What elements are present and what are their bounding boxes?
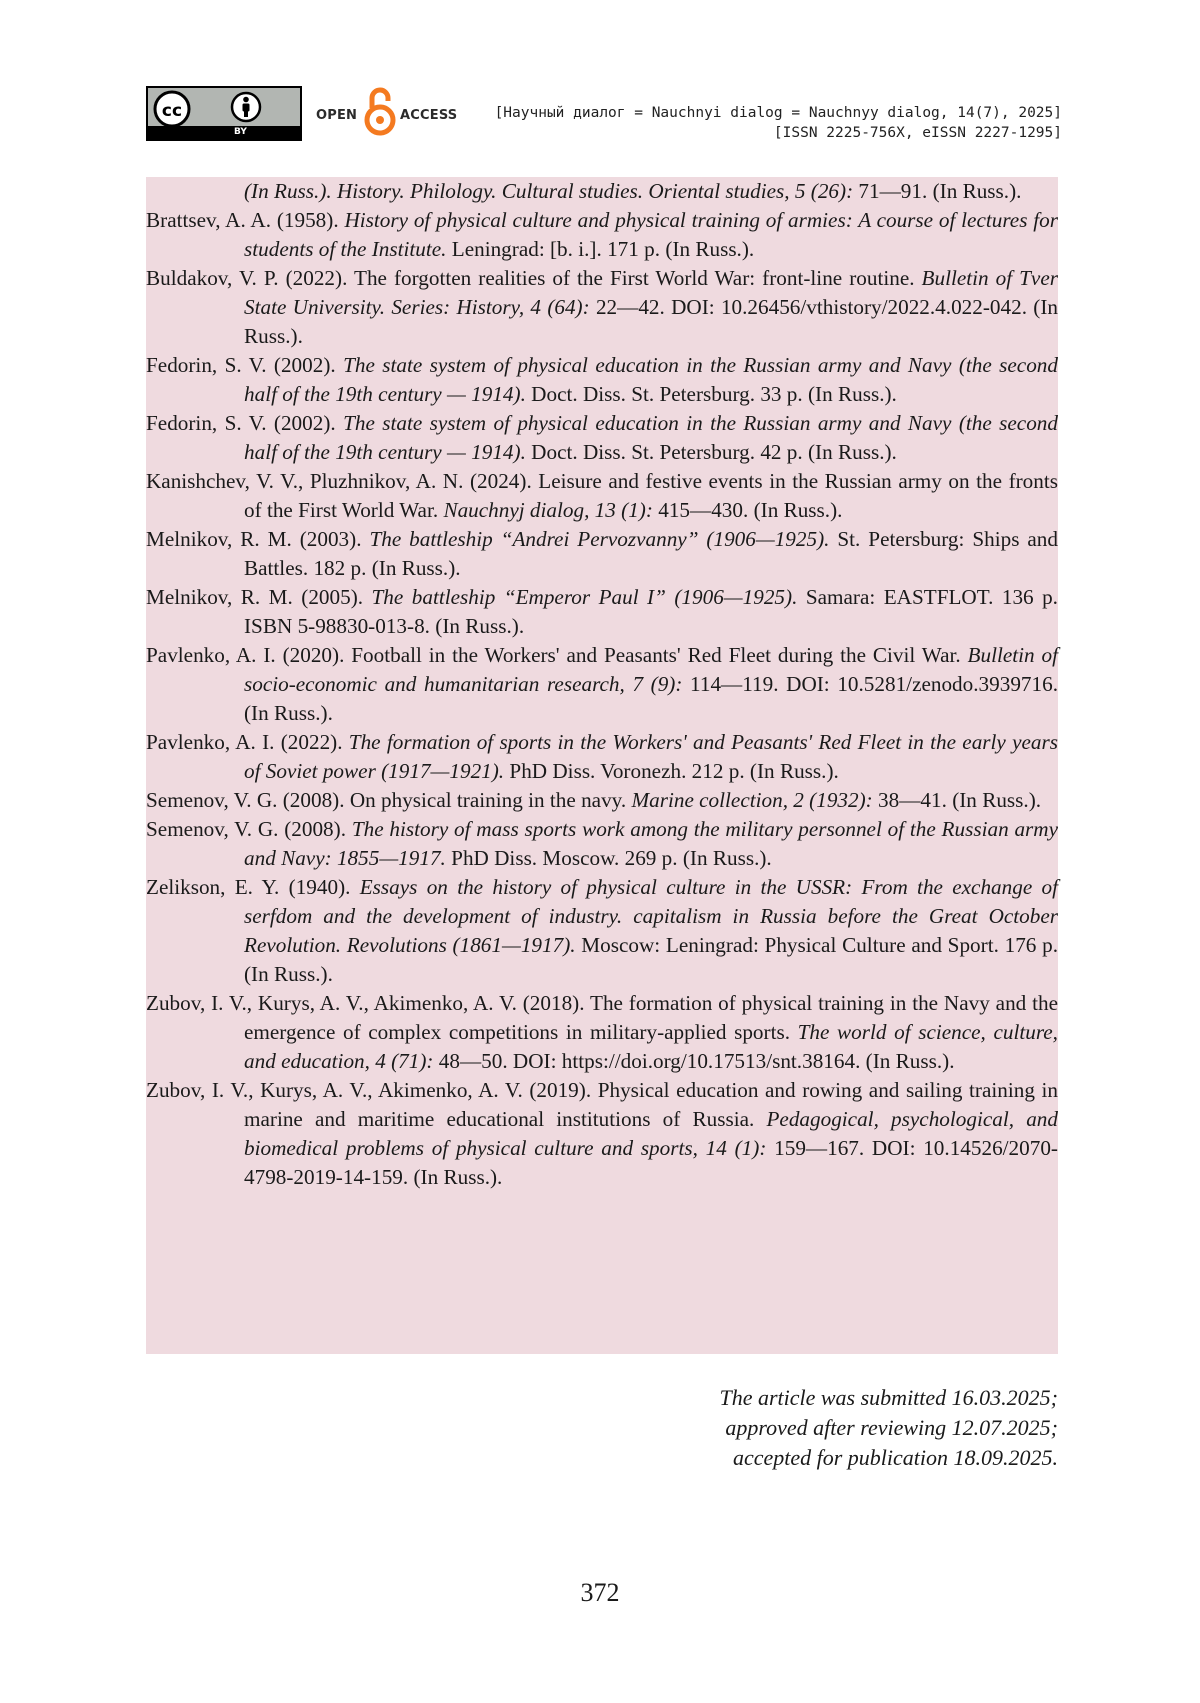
reference-entry <box>146 728 1058 786</box>
reference-source-title: Pedagogical, psychological, and biomedical problems of physical culture and sports, 14 (1): <box>244 1107 1058 1160</box>
reference-entry <box>146 206 1058 264</box>
open-access-open-label: OPEN <box>316 108 358 123</box>
open-access-access-label: ACCESS <box>400 108 458 123</box>
reference-entry <box>146 641 1058 728</box>
reference-source-title: The battleship “Andrei Pervozvanny” (1906—1925). <box>369 527 830 551</box>
reference-text: Kanishchev, V. V., Pluzhnikov, A. N. (2024). Leisure and festive events in the Russian army on the fronts of the First World War. <box>146 469 1058 522</box>
reference-entry <box>146 177 1058 206</box>
page-number: 372 <box>580 1578 620 1607</box>
reference-entry <box>146 1076 1058 1192</box>
reference-entry <box>146 264 1058 351</box>
reference-text: Zubov, I. V., Kurys, A. V., Akimenko, A. V. (2019). Physical education and rowing and sailing training in marine and maritime educational institutions of Russia. <box>146 1078 1058 1131</box>
open-lock-icon <box>363 84 397 138</box>
reference-source-title: The state system of physical education in the Russian army and Navy (the second half of the 19th century — 1914). <box>244 411 1058 464</box>
reference-source-title: (In Russ.). History. Philology. Cultural studies. Oriental studies, 5 (26): <box>244 179 854 203</box>
reference-text: 71—91. (In Russ.). <box>853 179 1022 203</box>
reference-text: 159—167. DOI: 10.14526/2070-4798-2019-14-159. (In Russ.). <box>244 1136 1058 1189</box>
reference-source-title: Bulletin of Tver State University. Series: History, 4 (64): <box>244 266 1058 319</box>
reference-text: Fedorin, S. V. (2002). <box>146 353 344 377</box>
reference-text: PhD Diss. Voronezh. 212 p. (In Russ.). <box>504 759 839 783</box>
reference-source-title: History of physical culture and physical training of armies: A course of lectures for students of the Institute. <box>244 208 1058 261</box>
reference-source-title: Bulletin of socio-economic and humanitarian research, 7 (9): <box>244 643 1058 696</box>
open-access-logo <box>316 84 456 140</box>
attribution-person-icon <box>230 91 262 123</box>
reference-entry <box>146 409 1058 467</box>
reference-text: PhD Diss. Moscow. 269 p. (In Russ.). <box>445 846 772 870</box>
journal-issn: [ISSN 2225-756X, eISSN 2227-1295] <box>773 125 1062 141</box>
reference-source-title: The battleship “Emperor Paul I” (1906—1925). <box>371 585 798 609</box>
reference-text: Melnikov, R. M. (2003). <box>146 527 370 551</box>
reference-text: Zubov, I. V., Kurys, A. V., Akimenko, A. V. (2018). The formation of physical training in the Navy and the emergence of complex competitions in military-applied sports. <box>146 991 1058 1044</box>
reference-entry <box>146 989 1058 1076</box>
approved-date: approved after reviewing 12.07.2025; <box>725 1415 1058 1440</box>
reference-entry <box>146 786 1058 815</box>
accepted-date: accepted for publication 18.09.2025. <box>732 1445 1058 1470</box>
reference-text: Brattsev, A. A. (1958). <box>146 208 345 232</box>
reference-text: Leningrad: [b. i.]. 171 p. (In Russ.). <box>446 237 755 261</box>
article-dates <box>719 1383 1058 1473</box>
reference-text: Doct. Diss. St. Petersburg. 33 p. (In Russ.). <box>525 382 897 406</box>
reference-text: Buldakov, V. P. (2022). The forgotten realities of the First World War: front-line routine. <box>146 266 922 290</box>
reference-text: 38—41. (In Russ.). <box>872 788 1042 812</box>
reference-source-title: The world of science, culture, and education, 4 (71): <box>244 1020 1058 1073</box>
reference-text: 415—430. (In Russ.). <box>652 498 843 522</box>
reference-entry <box>146 525 1058 583</box>
reference-text: 114—119. DOI: 10.5281/zenodo.3939716. (In Russ.). <box>244 672 1058 725</box>
reference-source-title: The formation of sports in the Workers' and Peasants' Red Fleet in the early years of Soviet power (1917—1921). <box>244 730 1059 783</box>
reference-text: Pavlenko, A. I. (2022). <box>146 730 349 754</box>
journal-info <box>495 103 1062 143</box>
reference-text: Samara: EASTFLOT. 136 p. ISBN 5-98830-013-8. (In Russ.). <box>244 585 1058 638</box>
reference-text: Moscow: Leningrad: Physical Culture and Sport. 176 p. (In Russ.). <box>244 933 1059 986</box>
reference-source-title: Essays on the history of physical culture in the USSR: From the exchange of serfdom and the development of industry. capitalism in Russia before the Great October Revolution. Revolutions (1861—1917). <box>244 875 1059 957</box>
reference-text: St. Petersburg: Ships and Battles. 182 p. (In Russ.). <box>244 527 1058 580</box>
reference-text: Fedorin, S. V. (2002). <box>146 411 344 435</box>
creative-commons-icon <box>152 90 192 128</box>
license-by-label: BY <box>234 127 247 137</box>
reference-text: 48—50. DOI: https://doi.org/10.17513/snt.38164. (In Russ.). <box>433 1049 955 1073</box>
journal-citation: [Научный диалог = Nauchnyi dialog = Nauchnyy dialog, 14(7), 2025] <box>494 105 1062 121</box>
submitted-date: The article was submitted 16.03.2025; <box>719 1385 1058 1410</box>
references-list <box>146 177 1058 1354</box>
reference-source-title: Nauchnyj dialog, 13 (1): <box>443 498 653 522</box>
cc-by-license-badge <box>146 86 302 141</box>
reference-text: Doct. Diss. St. Petersburg. 42 p. (In Russ.). <box>525 440 897 464</box>
reference-text: Pavlenko, A. I. (2020). Football in the Workers' and Peasants' Red Fleet during the Civil War. <box>146 643 968 667</box>
reference-text: 22—42. DOI: 10.26456/vthistory/2022.4.022-042. (In Russ.). <box>244 295 1058 348</box>
reference-entry <box>146 351 1058 409</box>
reference-source-title: Marine collection, 2 (1932): <box>631 788 873 812</box>
reference-source-title: The state system of physical education in the Russian army and Navy (the second half of the 19th century — 1914). <box>244 353 1058 406</box>
reference-entry <box>146 467 1058 525</box>
reference-entry <box>146 583 1058 641</box>
reference-entry <box>146 815 1058 873</box>
reference-text: Zelikson, E. Y. (1940). <box>146 875 360 899</box>
reference-text: Semenov, V. G. (2008). On physical training in the navy. <box>146 788 632 812</box>
reference-source-title: The history of mass sports work among the military personnel of the Russian army and Navy: 1855—1917. <box>244 817 1058 870</box>
reference-entry <box>146 873 1058 989</box>
reference-text: Melnikov, R. M. (2005). <box>146 585 372 609</box>
svg-text:cc: cc <box>161 101 183 121</box>
reference-text: Semenov, V. G. (2008). <box>146 817 352 841</box>
